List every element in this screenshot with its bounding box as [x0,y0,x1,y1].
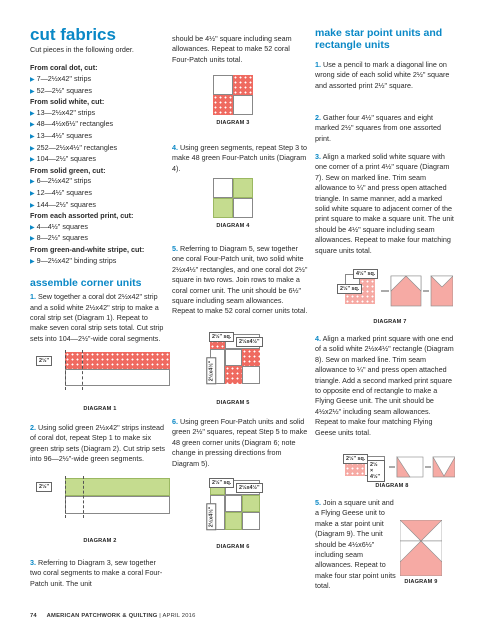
step-text: Align a marked solid white square with one corner of a print 4½" square (Diagram 7). Sew on marked line. Trim seam allowance to ¼" and press open attached triangle. In same manner, add a marked solid white square to adjacent corner of the print square to make a square unit. The unit should be 4½" square including seam allowances. Repeat to make four matching square units total. [315,152,454,255]
bullet-arrow-icon: ▶ [30,190,35,197]
bullet-arrow-icon: ▶ [30,77,35,83]
step-number: 2. [30,423,36,432]
cut-item-text: 252—2½x4½" rectangles [36,142,118,152]
cut-group-heading: From solid white, cut: [30,97,105,107]
diagram-8-caption: DIAGRAM 8 [375,483,409,489]
step-number: 6. [172,417,178,426]
cut-list-item [30,176,165,188]
diagram-2-caption: DIAGRAM 2 [83,538,117,544]
diagram-7-caption: DIAGRAM 7 [373,319,407,325]
bullet-arrow-icon: ▶ [30,133,35,140]
diagram-4 [213,178,253,218]
step-text: Align a marked print square with one end of a solid white 2½x4½" rectangle (Diagram 8). Sew on marked line. Trim seam allowance to ¼" and press open attached triangle. Add a second marked print square to opposite end of rectangle to make a Flying Geese unit. The unit should be 4½x2½" including seam allowances. Repeat to make four matching Flying Geese units total. [315,334,454,437]
cut-line [82,350,83,390]
white-patch [225,495,242,512]
white-patch [225,349,242,366]
step-text: Referring to Diagram 5, sew together one coral Four-Patch unit, two solid white 2½x4½" rectangles, and one coral dot 2½" square in two rows. Join rows to make a coral corner unit. The unit should be 6½" square including seam allowances. Repeat to make 52 coral corner units total. [172,244,308,316]
cut-item-text: 4—4½" squares [36,221,88,231]
bullet-arrow-icon: ▶ [30,145,35,152]
diagram-5-square-label: 2½" sq. [209,332,234,342]
section-title-assemble-corner-units: assemble corner units [30,277,142,290]
step-text: Join a square unit and a Flying Geese unit to make a star point unit (Diagram 9). The unit should be 4½x6½" including seam allowances. Repeat to make four star point units total. [315,498,396,591]
coral-strip [65,352,170,369]
diagram-3-caption: DIAGRAM 3 [216,120,250,126]
bullet-arrow-icon: ▶ [30,202,35,209]
diagram-4-caption: DIAGRAM 4 [216,223,250,229]
cut-list-item [30,188,165,200]
diagram-6-caption: DIAGRAM 6 [216,544,250,550]
step-3-corner [30,558,165,589]
cut-item-text: 12—4½" squares [36,187,92,197]
page-number: 74 [30,613,37,619]
diagram-6-square-label: 2½" sq. [209,478,234,488]
cut-item-text: 48—4½x6½" rectangles [36,119,114,129]
cut-list-item [30,74,165,86]
diagram-8-square-label: 2½" sq. [343,454,368,464]
star-point-unit [400,520,442,576]
step-number: 4. [315,334,321,343]
diagram-5 [210,334,270,394]
step-number: 1. [30,292,36,302]
white-strip [65,369,170,386]
column-cut-fabrics [30,26,165,344]
diagram-7-large-label: 4½" sq. [353,269,378,279]
step-2-star [315,113,455,144]
cut-group-heading: From green-and-white stripe, cut: [30,244,145,254]
green-strip [65,478,170,496]
page-footer [30,613,196,619]
green-patch [233,178,253,198]
diagram-7-small-label: 2½" sq. [337,284,362,294]
cut-item-text: 13—2½x42" strips [36,107,96,117]
cut-list-item [30,222,165,234]
diagram-8-steps [389,456,455,478]
cut-line [83,476,84,518]
cut-list [30,63,165,267]
diagram-8 [345,454,455,482]
step-text: Using green segments, repeat Step 3 to make 48 green Four-Patch units (Diagram 4). [172,143,308,173]
diagram-1-caption: DIAGRAM 1 [83,406,117,412]
bullet-arrow-icon: ▶ [30,122,35,129]
step-text: Use a pencil to mark a diagonal line on wrong side of each solid white 2½" square and assorted print 2½" square. [315,60,450,90]
bullet-arrow-icon: ▶ [30,258,35,265]
step-text: Referring to Diagram 3, sew together two coral segments to make a coral Four-Patch unit. The unit [30,558,163,588]
step-text: Using green Four-Patch units and solid green 2½" squares, repeat Step 5 to make 48 green corner units (Diagram 6; note change in pressing directions from Diagram 5). [172,417,308,468]
cut-list-item [30,86,165,98]
diagram-7 [340,270,455,315]
cut-list-item [30,233,165,245]
cut-group-heading: From solid green, cut: [30,165,106,175]
green-patch [213,198,233,218]
step-4-star [315,334,455,438]
cut-item-text: 52—2½" squares [36,85,92,95]
cut-group-heading: From coral dot, cut: [30,63,98,73]
step-5-corner [172,244,308,317]
white-strip [65,496,170,514]
bullet-arrow-icon: ▶ [30,88,35,95]
cut-list-item [30,143,165,155]
step-text: Gather four 4½" squares and eight marked 2½" squares from one assorted print. [315,113,441,143]
bullet-arrow-icon: ▶ [30,179,35,186]
green-patch [242,495,260,512]
diagram-2-measurement: 2½" [36,482,52,492]
coral-patch [213,95,233,115]
bullet-arrow-icon: ▶ [30,157,35,164]
step-number: 3. [315,152,321,161]
diagram-7-steps [381,274,453,308]
coral-patch [233,75,253,95]
issue-date: | APRIL 2016 [159,613,196,619]
step-number: 4. [172,143,178,152]
white-patch [242,366,260,384]
bullet-arrow-icon: ▶ [30,110,35,117]
diagram-6-top-label: 2½x4½" [236,483,263,493]
bullet-arrow-icon: ▶ [30,236,35,243]
step-number: 1. [315,60,321,69]
step-1-corner [30,292,165,344]
green-patch [225,512,242,530]
diagram-3 [213,75,253,115]
magazine-title: AMERICAN PATCHWORK & QUILTING [46,613,158,619]
diagram-1-measurement: 2½" [36,356,52,366]
diagram-5-top-label: 2½x4½" [236,337,263,347]
white-patch [213,178,233,198]
step-3-star [315,152,455,256]
diagram-2 [30,476,170,532]
cut-list-item [30,154,165,166]
step-number: 3. [30,558,36,567]
cut-intro: Cut pieces in the following order. [30,45,134,54]
cut-list-item [30,200,165,212]
cut-line [65,350,66,390]
diagram-5-side-label: 2½x4½" [206,358,216,385]
step-5-star [315,498,397,592]
coral-patch [225,366,242,384]
bullet-arrow-icon: ▶ [30,224,35,231]
diagram-6-side-label: 2½x4½" [206,504,216,531]
step-4-corner [172,143,308,174]
cut-group-heading: From each assorted print, cut: [30,211,134,221]
section-title-cut-fabrics: cut fabrics [30,25,116,44]
step-text: Using solid green 2½x42" strips instead of coral dot, repeat Step 1 to make six green strip sets (Diagram 2). Cut strip sets into 96—2½"-wide green segments. [30,423,166,464]
diagram-1 [30,350,170,400]
cut-item-text: 8—2½" squares [36,233,88,243]
step-1-star [315,60,455,91]
cut-item-text: 6—2½x42" strips [36,176,92,186]
white-patch [233,198,253,218]
step-3-continued: should be 4½" square including seam allowances. Repeat to make 52 coral Four-Patch units total. [172,34,292,64]
cut-list-item [30,108,165,120]
cut-item-text: 7—2½x42" strips [36,74,92,83]
diagram-9 [400,520,442,576]
cut-list-item [30,131,165,143]
diagram-5-caption: DIAGRAM 5 [216,400,250,406]
coral-patch [242,349,260,366]
white-patch [233,95,253,115]
cut-list-item [30,119,165,131]
diagram-8-rect-label: 2½ × 4½" [367,460,385,482]
step-number: 5. [172,244,178,253]
cut-line [65,476,66,518]
step-6-corner [172,417,308,469]
section-title-star-point-units: make star point units and rectangle units [315,27,443,51]
diagram-9-caption: DIAGRAM 9 [404,579,438,585]
step-2-corner [30,423,165,465]
step-number: 5. [315,498,321,507]
white-patch [213,75,233,95]
cut-item-text: 104—2½" squares [36,154,96,164]
cut-item-text: 144—2½" squares [36,199,96,209]
cut-item-text: 13—4½" squares [36,130,92,140]
step-text: Sew together a coral dot 2½x42" strip and a solid white 2½x42" strip to make a coral strip set (Diagram 1). Repeat to make seven coral strip sets total. Cut strip sets into 104—2½"-wide coral segments. [30,292,164,343]
cut-list-item [30,256,165,268]
cut-item-text: 9—2½x42" binding strips [36,255,117,265]
step-number: 2. [315,113,321,122]
white-patch [242,512,260,530]
diagram-6 [210,480,270,540]
